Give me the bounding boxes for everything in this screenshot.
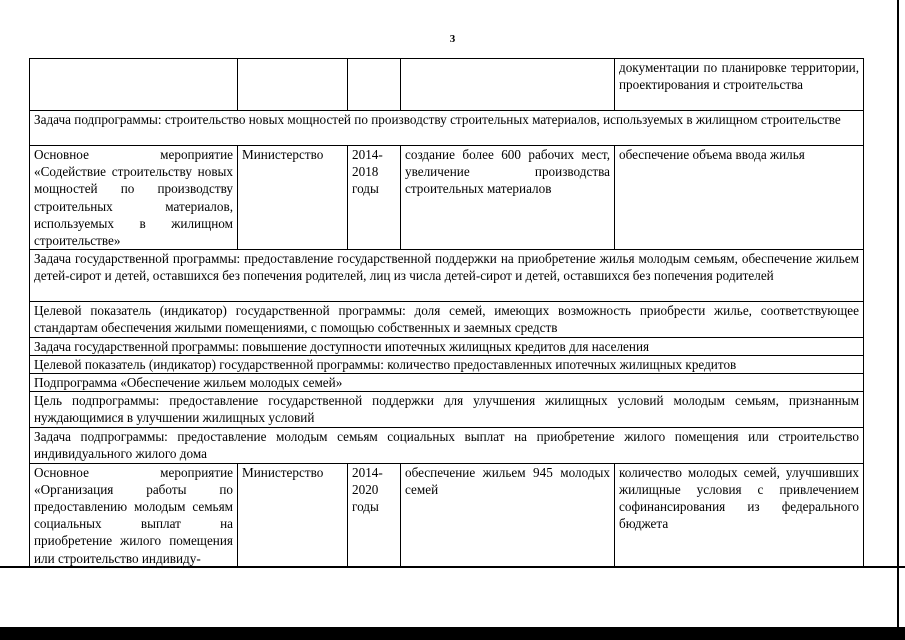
result-cell: документации по планировке территории, проектирования и строительства — [615, 59, 864, 111]
empty-cell — [401, 59, 615, 111]
years-cell: 2014-2018 годы — [348, 146, 401, 250]
measure-name-cell: Основное мероприятие «Организация работы по предоставлению молодым семьям социальных выплат на приобретение жилого помещения или строительство индивиду- — [30, 463, 238, 567]
table-row — [30, 146, 864, 250]
expected-result-cell: создание более 600 рабочих мест, увеличение производства строительных материалов — [401, 146, 615, 250]
subprogram-task-row: Задача подпрограммы: предоставление молодым семьям социальных выплат на приобретение жилого помещения или строительство индивидуального жилого дома — [30, 427, 864, 463]
scan-side-line — [897, 0, 899, 627]
measure-name-cell: Основное мероприятие «Содействие строительству новых мощностей по производству строительных материалов, используемых в жилищном строительстве» — [30, 146, 238, 250]
subprogram-task-row: Задача подпрограммы: строительство новых мощностей по производству строительных материалов, используемых в жилищном строительстве — [30, 111, 864, 146]
scan-bottom-border — [0, 627, 905, 640]
page-number: 3 — [449, 33, 456, 45]
subprogram-title-row: Подпрограмма «Обеспечение жильем молодых семей» — [30, 374, 864, 392]
table-row — [30, 59, 864, 111]
years-cell: 2014-2020 годы — [348, 463, 401, 567]
expected-result-cell: обеспечение жильем 945 молодых семей — [401, 463, 615, 567]
empty-cell — [238, 59, 348, 111]
empty-cell — [30, 59, 238, 111]
program-task-row: Задача государственной программы: повышение доступности ипотечных жилищных кредитов для населения — [30, 337, 864, 355]
table-row — [30, 250, 864, 302]
subprogram-goal-row: Цель подпрограммы: предоставление государственной поддержки для улучшения жилищных условий молодым семьям, признанным нуждающимися в улучшении жилищных условий — [30, 392, 864, 427]
table-row — [30, 392, 864, 427]
table-row — [30, 355, 864, 373]
program-task-row: Задача государственной программы: предоставление государственной поддержки на приобретение жилья молодым семьям, обеспечение жильем детей-сирот и детей, оставшихся без попечения родителей, лиц из числа детей-сирот и детей, оставшихся без попечения родителей — [30, 250, 864, 302]
table-row — [30, 302, 864, 337]
table-row — [30, 374, 864, 392]
executor-cell: Министерство — [238, 146, 348, 250]
measures-table — [29, 58, 864, 568]
indicator-row: Целевой показатель (индикатор) государственной программы: доля семей, имеющих возможность приобрести жилье, соответствующее стандартам обеспечения жилыми помещениями, с помощью собственных и заемных средств — [30, 302, 864, 337]
table-row — [30, 111, 864, 146]
indicator-row: Целевой показатель (индикатор) государственной программы: количество предоставленных ипотечных жилищных кредитов — [30, 355, 864, 373]
table-row — [30, 427, 864, 463]
result-cell: количество молодых семей, улучшивших жилищные условия с привлечением софинансирования из федерального бюджета — [615, 463, 864, 567]
empty-cell — [348, 59, 401, 111]
executor-cell: Министерство — [238, 463, 348, 567]
table-row — [30, 337, 864, 355]
table-row — [30, 463, 864, 567]
scan-edge-line — [0, 566, 905, 568]
result-cell: обеспечение объема ввода жилья — [615, 146, 864, 250]
